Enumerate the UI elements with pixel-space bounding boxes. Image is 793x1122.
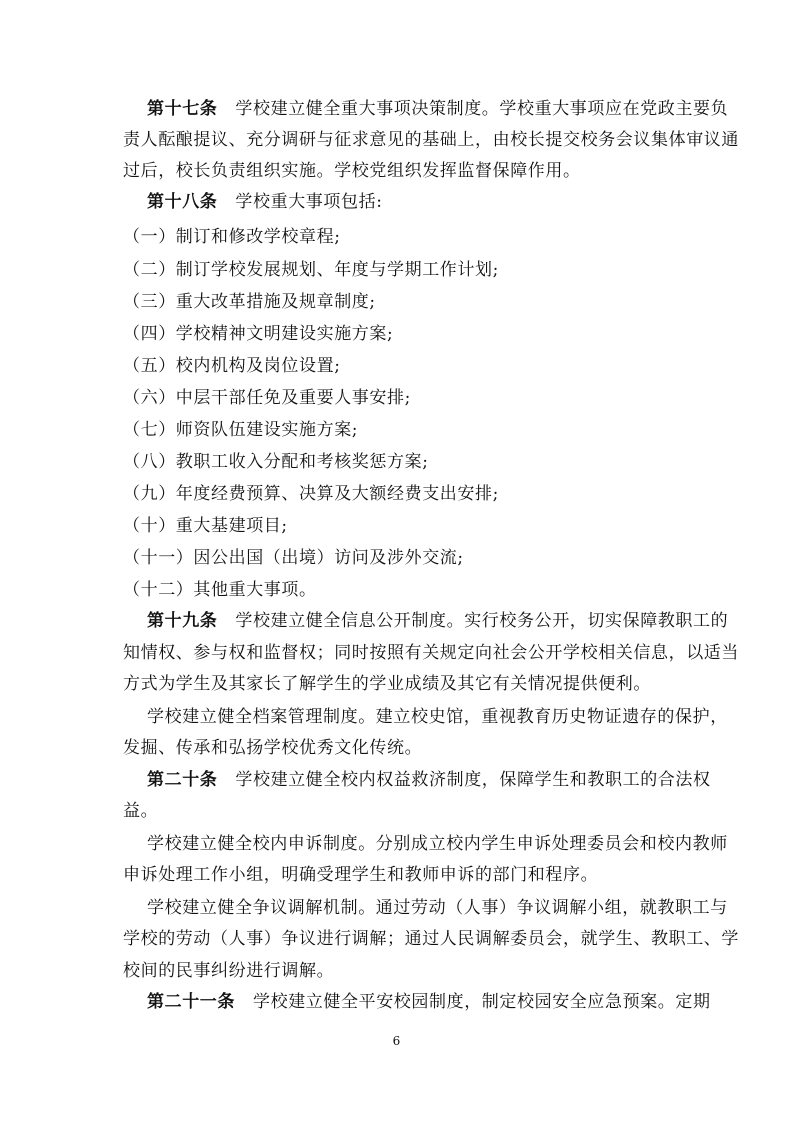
list-item: （十二）其他重大事项。	[123, 580, 317, 600]
list-item: （十）重大基建项目;	[123, 516, 288, 536]
article-heading: 第十七条	[147, 99, 218, 119]
article-heading: 第十八条	[147, 192, 218, 212]
list-item: （一）制订和修改学校章程;	[123, 227, 341, 247]
list-item: （八）教职工收入分配和考核奖惩方案;	[123, 452, 429, 472]
text-line: 校间的民事纠纷进行调解。	[123, 961, 335, 981]
list-item: （十一）因公出国（出境）访问及涉外交流;	[123, 548, 464, 568]
list-item: （四）学校精神文明建设实施方案;	[123, 324, 394, 344]
text-line: 第二十一条 学校建立健全平安校园制度，制定校园安全应急预案。定期	[147, 992, 711, 1012]
list-item: （六）中层干部任免及重要人事安排;	[123, 388, 411, 408]
text-line: 第十八条 学校重大事项包括:	[147, 192, 383, 212]
page-number: 6	[392, 1034, 401, 1048]
list-item: （七）师资队伍建设实施方案;	[123, 420, 359, 440]
article-heading: 第十九条	[147, 611, 218, 631]
text-line: 申诉处理工作小组，明确受理学生和教师申诉的部门和程序。	[123, 865, 599, 885]
list-item: （九）年度经费预算、决算及大额经费支出安排;	[123, 484, 499, 504]
text-line: 第十九条 学校建立健全信息公开制度。实行校务公开，切实保障教职工的	[147, 611, 729, 631]
text-line: 知情权、参与权和监督权；同时按照有关规定向社会公开学校相关信息，以适当	[123, 643, 739, 663]
text-line: 第十七条 学校建立健全重大事项决策制度。学校重大事项应在党政主要负	[147, 99, 729, 119]
list-item: （五）校内机构及岗位设置;	[123, 356, 341, 376]
text-line: 第二十条 学校建立健全校内权益救济制度，保障学生和教职工的合法权	[147, 770, 711, 790]
text-line: 过后，校长负责组织实施。学校党组织发挥监督保障作用。	[123, 161, 581, 181]
text-line: 益。	[123, 801, 159, 821]
text-line: 学校的劳动（人事）争议进行调解；通过人民调解委员会，就学生、教职工、学	[123, 929, 739, 949]
list-item: （二）制订学校发展规划、年度与学期工作计划;	[123, 260, 499, 280]
text-line: 学校建立健全档案管理制度。建立校史馆，重视教育历史物证遗存的保护，	[147, 707, 728, 727]
text-line: 发掘、传承和弘扬学校优秀文化传统。	[123, 738, 423, 758]
text-line: 学校建立健全校内申诉制度。分别成立校内学生申诉处理委员会和校内教师	[147, 834, 728, 854]
text-line: 方式为学生及其家长了解学生的学业成绩及其它有关情况提供便利。	[123, 674, 651, 694]
text-line: 责人酝酿提议、充分调研与征求意见的基础上，由校长提交校务会议集体审议通	[123, 130, 739, 150]
article-heading: 第二十一条	[147, 992, 235, 1012]
text-line: 学校建立健全争议调解机制。通过劳动（人事）争议调解小组，就教职工与	[147, 898, 728, 918]
list-item: （三）重大改革措施及规章制度;	[123, 292, 376, 312]
article-heading: 第二十条	[147, 770, 218, 790]
